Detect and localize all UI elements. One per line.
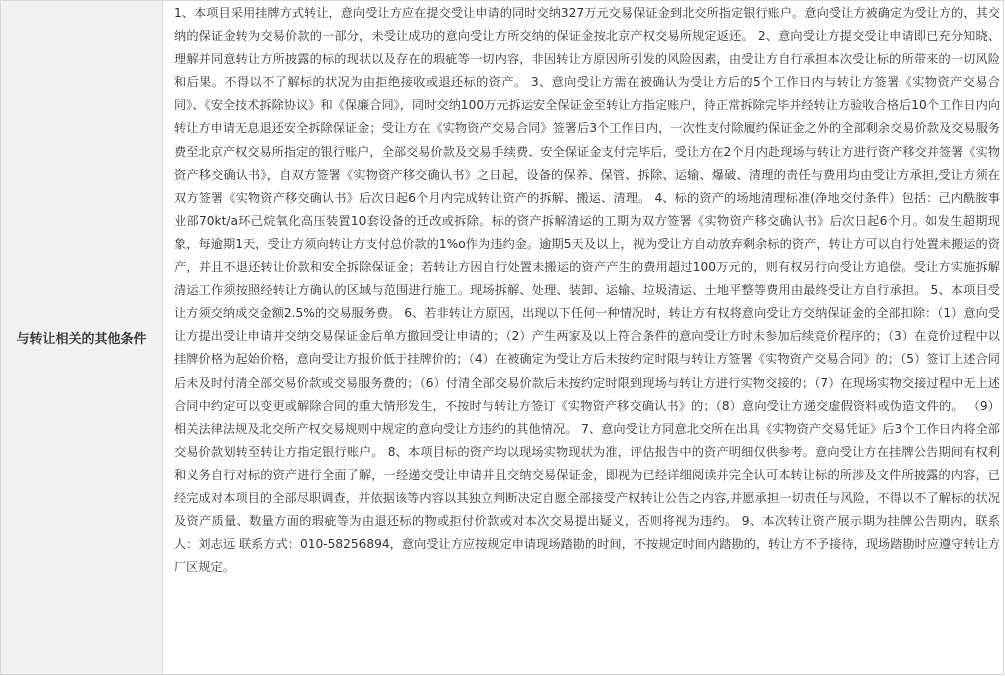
row-label-cell xyxy=(1,1,163,674)
row-content-text: 1、本项目采用挂牌方式转让，意向受让方应在提交受让申请的同时交纳327万元交易保证金到北交所指定银行账户。意向受让方被确定为受让方的，其交纳的保证金转为交易价款的一部分，未受让成功的意向受让方所交纳的保证金按北京产权交易所规定返还。 2、意向受让方提交受让申请即已充分知晓、理解并同意转让方所披露的标的现状以及存在的瑕疵等一切内容，非因转让方原因所引发的风险因素，由受让方自行承担本次受让标的所带来的一切风险和后果。不得以不了解标的状况为由拒绝接收或退还标的资产。 3、意向受让方需在被确认为受让方后的5个工作日内与转让方签署《实物资产交易合同》、《安全技术拆除协议》和《保廉合同》，同时交纳100万元拆运安全保证金至转让方指定账户，待正常拆除完毕并经转让方验收合格后10个工作日内向转让方申请无息退还安全拆除保证金；受让方在《实物资产交易合同》签署后3个工作日内，一次性支付除履约保证金之外的全部剩余交易价款及交易服务费至北京产权交易所指定的银行账户，全部交易价款及交易手续费、安全保证金支付完毕后，受让方在2个月内赴现场与转让方进行资产移交并签署《实物资产移交确认书》，自双方签署《实物资产移交确认书》之日起，设备的保养、保管、拆除、运输、爆破、清理的责任与费用均由受让方承担,受让方须在双方签署《实物资产移交确认书》后次日起6个月内完成转让资产的拆解、搬运、清理。 4、标的资产的场地清理标准(净地交付条件）包括：己内酰胺事业部70kt/a环己烷氧化高压装置10套设备的迁改或拆除。标的资产拆解清运的工期为双方签署《实物资产移交确认书》后次日起6个月。如发生超期现象，每逾期1天，受让方须向转让方支付总价款的1%o作为违约金。逾期5天及以上，视为受让方自动放弃剩余标的资产，转让方可以自行处置未搬运的资产，并且不退还转让价款和安全拆除保证金；若转让方因自行处置未搬运的资产产生的费用超过100万元的，则有权另行向受让方追偿。受让方实施拆解清运工作须按照经转让方确认的区域与范围进行施工。现场拆解、处理、装卸、运输、垃圾清运、土地平整等费用由最终受让方自行承担。 5、本项目受让方须交纳成交金额2.5%的交易服务费。 6、若非转让方原因，出现以下任何一种情况时，转让方有权将意向受让方交纳保证金的全部扣除：（1）意向受让方提出受让申请并交纳交易保证金后单方撤回受让申请的；（2）产生两家及以上符合条件的意向受让方时未参加后续竞价程序的；（3）在竞价过程中以挂牌价格为起始价格，意向受让方报价低于挂牌价的；（4）在被确定为受让方后未按约定时限与转让方签署《实物资产交易合同》的；（5）签订上述合同后未及时付清全部交易价款或交易服务费的；（6）付清全部交易价款后未按约定时限到现场与转让方进行实物交接的；（7）在现场实物交接过程中无上述合同中约定可以变更或解除合同的重大情形发生，不按时与转让方签订《实物资产移交确认书》的；（8）意向受让方递交虚假资料或伪造文件的。 （9）相关法律法规及北交所产权交易规则中规定的意向受让方违约的其他情况。 7、意向受让方同意北交所在出具《实物资产交易凭证》后3个工作日内将全部交易价款划转至转让方指定银行账户。 8、本项目标的资产均以现场实物现状为准，评估报告中的资产明细仅供参考。意向受让方在挂牌公告期间有权利和义务自行对标的资产进行全面了解，一经递交受让申请并且交纳交易保证金，即视为已经详细阅读并完全认可本转让标的所涉及文件所披露的内容，已经完成对本项目的全部尽职调查，并依据该等内容以其独立判断决定自愿全部接受产权转让公告之内容,并愿承担一切责任与风险，不得以不了解标的状况及资产质量、数量方面的瑕疵等为由退还标的物或拒付价款或对本次交易提出疑义，否则将视为违约。 9、本次转让资产展示期为挂牌公告期内，联系人：刘志远 联系方式：010-58256894，意向受让方应按规定申请现场踏勘的时间，不按规定时间内踏勘的，转让方不予接待，现场踏勘时应遵守转让方厂区规定。 xyxy=(174,6,1000,575)
row-content-cell xyxy=(163,1,1003,674)
row-label: 与转让相关的其他条件 xyxy=(16,332,147,347)
